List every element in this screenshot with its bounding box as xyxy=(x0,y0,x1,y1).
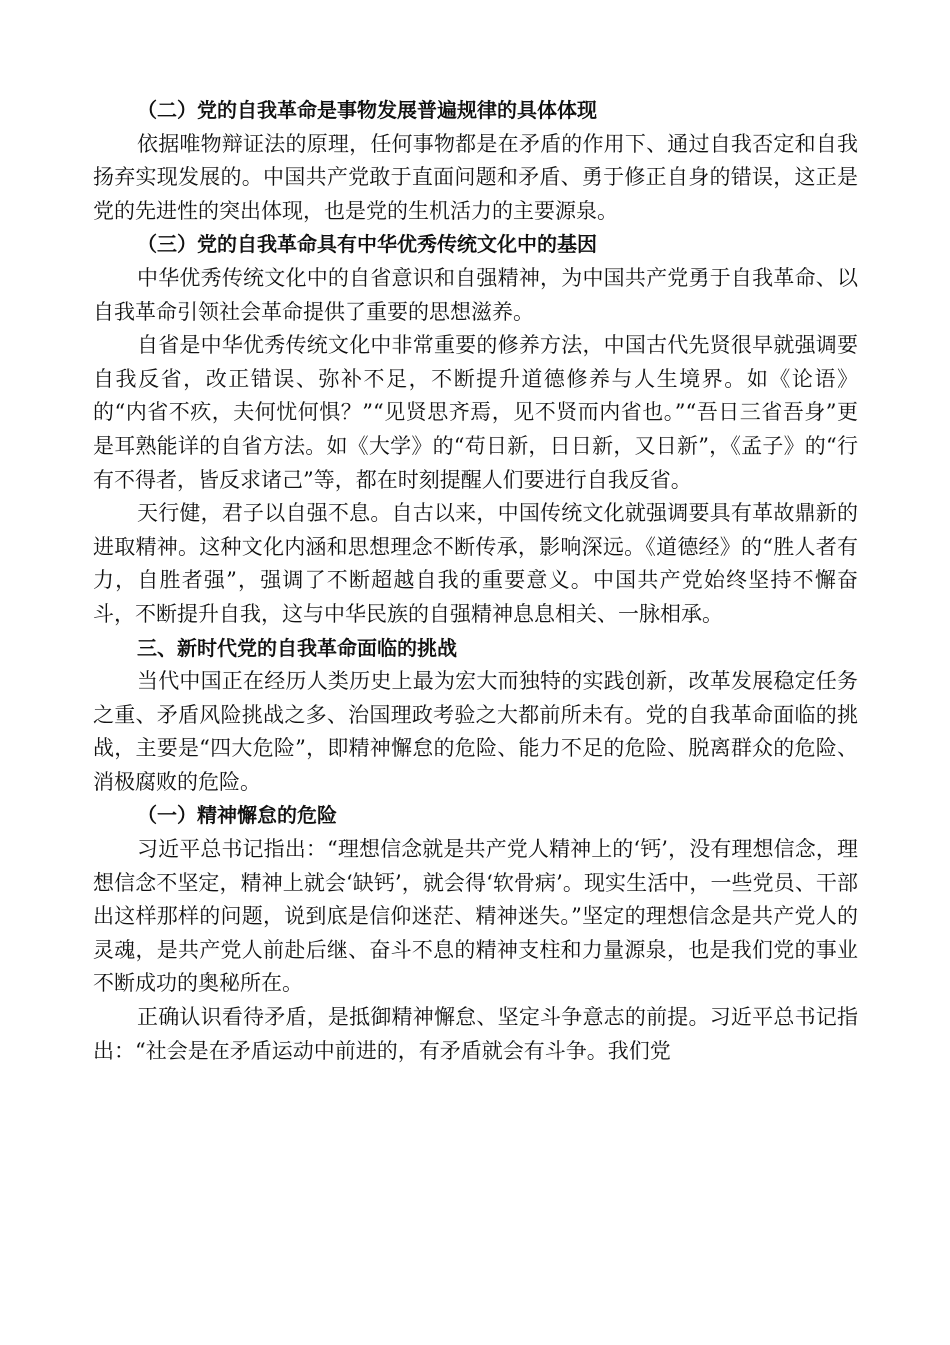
paragraph: 天行健，君子以自强不息。自古以来，中国传统文化就强调要具有革故鼎新的进取精神。这种文化内涵和思想理念不断传承，影响深远。《道德经》的“胜人者有力，自胜者强”，强调了不断超越自我的重要意义。中国共产党始终坚持不懈奋斗，不断提升自我，这与中华民族的自强精神息息相关、一脉相承。 xyxy=(93,501,858,626)
paragraph: 习近平总书记指出：“理想信念就是共产党人精神上的‘钙’，没有理想信念，理想信念不坚定，精神上就会‘缺钙’，就会得‘软骨病’。现实生活中，一些党员、干部出这样那样的问题，说到底是信仰迷茫、精神迷失。”坚定的理想信念是共产党人的灵魂，是共产党人前赴后继、奋斗不息的精神支柱和力量源泉，也是我们党的事业不断成功的奥秘所在。 xyxy=(93,837,858,996)
document-body xyxy=(93,94,858,1068)
paragraph: 当代中国正在经历人类历史上最为宏大而独特的实践创新，改革发展稳定任务之重、矛盾风险挑战之多、治国理政考验之大都前所未有。党的自我革命面临的挑战，主要是“四大危险”，即精神懈怠的危险、能力不足的危险、脱离群众的危险、消极腐败的危险。 xyxy=(93,669,858,794)
chapter-heading-3: 三、新时代党的自我革命面临的挑战 xyxy=(137,635,457,660)
paragraph: 自省是中华优秀传统文化中非常重要的修养方法，中国古代先贤很早就强调要自我反省，改正错误、弥补不足，不断提升道德修养与人生境界。如《论语》的“内省不疚，夫何忧何惧？”“见贤思齐焉，见不贤而内省也。”“吾日三省吾身”更是耳熟能详的自省方法。如《大学》的“苟日新，日日新，又日新”，《孟子》的“行有不得者，皆反求诸己”等，都在时刻提醒人们要进行自我反省。 xyxy=(93,333,858,492)
paragraph: 正确认识看待矛盾，是抵御精神懈怠、坚定斗争意志的前提。习近平总书记指出：“社会是在矛盾运动中前进的，有矛盾就会有斗争。我们党 xyxy=(93,1005,858,1063)
section-heading-1: （一）精神懈怠的危险 xyxy=(137,803,337,828)
paragraph: 中华优秀传统文化中的自省意识和自强精神，为中国共产党勇于自我革命、以自我革命引领社会革命提供了重要的思想滋养。 xyxy=(93,265,858,324)
section-heading-3: （三）党的自我革命具有中华优秀传统文化中的基因 xyxy=(137,232,597,257)
paragraph: 依据唯物辩证法的原理，任何事物都是在矛盾的作用下、通过自我否定和自我扬弃实现发展的。中国共产党敢于直面问题和矛盾、勇于修正自身的错误，这正是党的先进性的突出体现，也是党的生机活力的主要源泉。 xyxy=(93,131,858,223)
section-heading-2: （二）党的自我革命是事物发展普遍规律的具体体现 xyxy=(137,98,597,122)
